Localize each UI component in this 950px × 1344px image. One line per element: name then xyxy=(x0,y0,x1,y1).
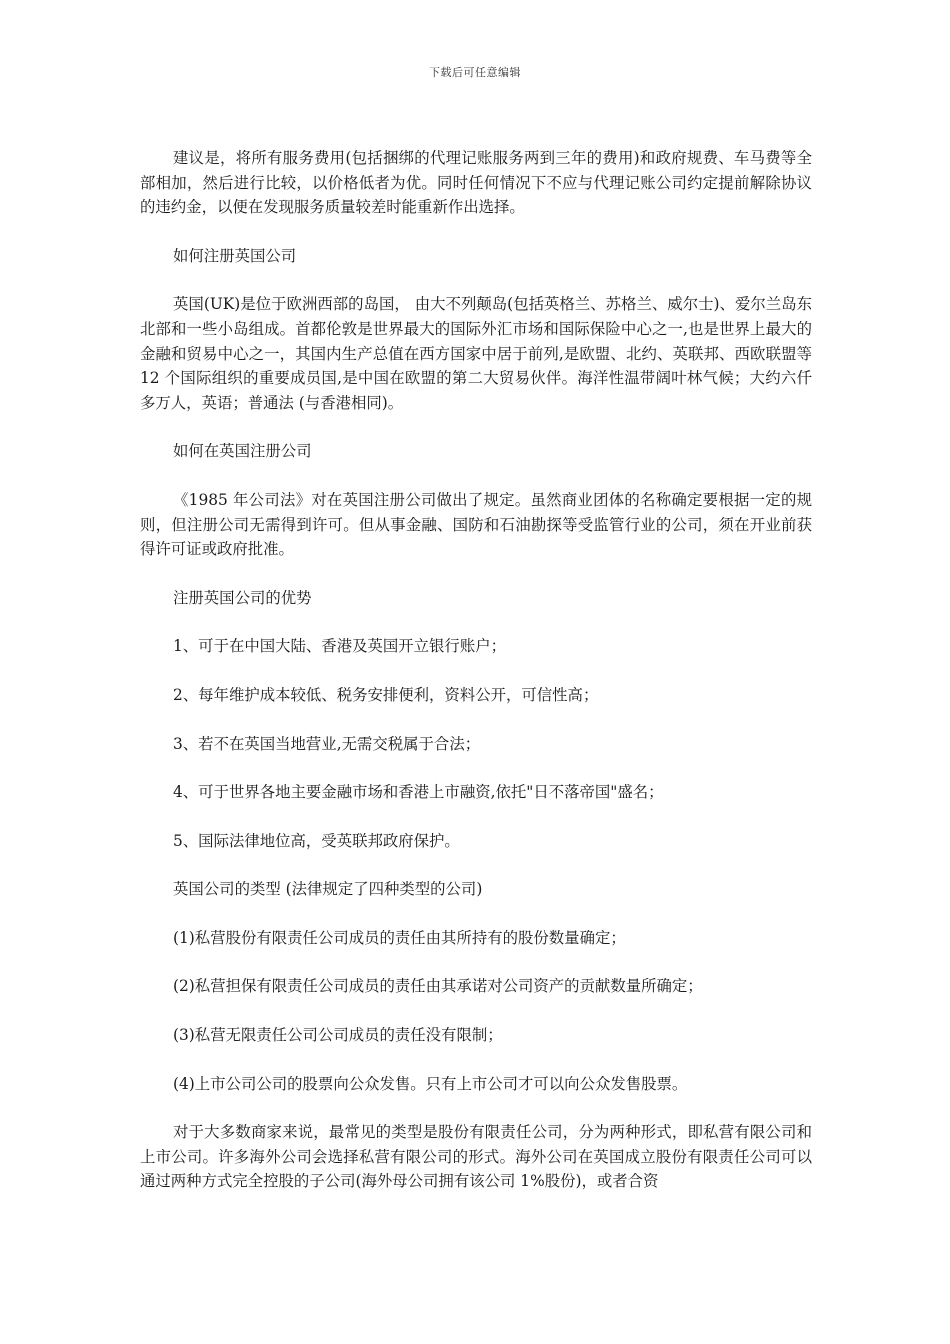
list-item-type-4: (4)上市公司公司的股票向公众发售。只有上市公司才可以向公众发售股票。 xyxy=(173,1074,688,1093)
paragraph-service-fees: 建议是，将所有服务费用(包括捆绑的代理记账服务两到三年的费用)和政府规费、车马费等全部相加，然后进行比较，以价格低者为优。同时任何情况下不应与代理记账公司约定提前解除协议的违约金，以便在发现服务质量较差时能重新作出选择。 xyxy=(140,149,812,217)
page-header: 下载后可任意编辑 xyxy=(429,66,521,79)
paragraph-common-types: 对于大多数商家来说，最常见的类型是股份有限责任公司，分为两种形式，即私营有限公司和上市公司。许多海外公司会选择私营有限公司的形式。海外公司在英国成立股份有限责任公司可以通过两种方式完全控股的子公司(海外母公司拥有该公司 1%股份)，或者合资 xyxy=(140,1123,812,1191)
paragraph-companies-act: 《1985 年公司法》对在英国注册公司做出了规定。虽然商业团体的名称确定要根据一定的规则，但注册公司无需得到许可。但从事金融、国防和石油勘探等受监管行业的公司，须在开业前获得许可证或政府批准。 xyxy=(140,490,812,559)
list-item-type-2: (2)私营担保有限责任公司成员的责任由其承诺对公司资产的贡献数量所确定； xyxy=(173,977,703,996)
heading-how-register-in-uk: 如何在英国注册公司 xyxy=(173,442,312,461)
document-body xyxy=(140,146,812,1218)
list-item-advantage-3: 3、若不在英国当地营业,无需交税属于合法； xyxy=(173,734,481,753)
list-item-type-3: (3)私营无限责任公司公司成员的责任没有限制； xyxy=(173,1026,503,1045)
list-item-type-1: (1)私营股份有限责任公司成员的责任由其所持有的股份数量确定； xyxy=(173,928,626,947)
list-item-advantage-4: 4、可于世界各地主要金融市场和香港上市融资,依托"日不落帝国"盛名； xyxy=(173,783,664,802)
list-item-advantage-1: 1、可于在中国大陆、香港及英国开立银行账户； xyxy=(173,637,506,656)
list-item-advantage-2: 2、每年维护成本较低、税务安排便利，资料公开，可信性高； xyxy=(173,685,599,704)
heading-company-types: 英国公司的类型 (法律规定了四种类型的公司) xyxy=(173,880,483,899)
heading-how-register-uk-company: 如何注册英国公司 xyxy=(173,246,297,265)
paragraph-uk-overview: 英国(UK)是位于欧洲西部的岛国， 由大不列颠岛(包括英格兰、苏格兰、威尔士)、爱尔兰岛东北部和一些小岛组成。首都伦敦是世界最大的国际外汇市场和国际保险中心之一,也是世界上最大的金融和贸易中心之一，其国内生产总值在西方国家中居于前列,是欧盟、北约、英联邦、西欧联盟等 12 个国际组织的重要成员国,是中国在欧盟的第二大贸易伙伴。海洋性温带阔叶林气候；大约六仟多万人，英语；普通法 (与香港相同)。 xyxy=(140,295,812,412)
list-item-advantage-5: 5、国际法律地位高，受英联邦政府保护。 xyxy=(173,831,460,850)
heading-advantages: 注册英国公司的优势 xyxy=(173,588,312,607)
